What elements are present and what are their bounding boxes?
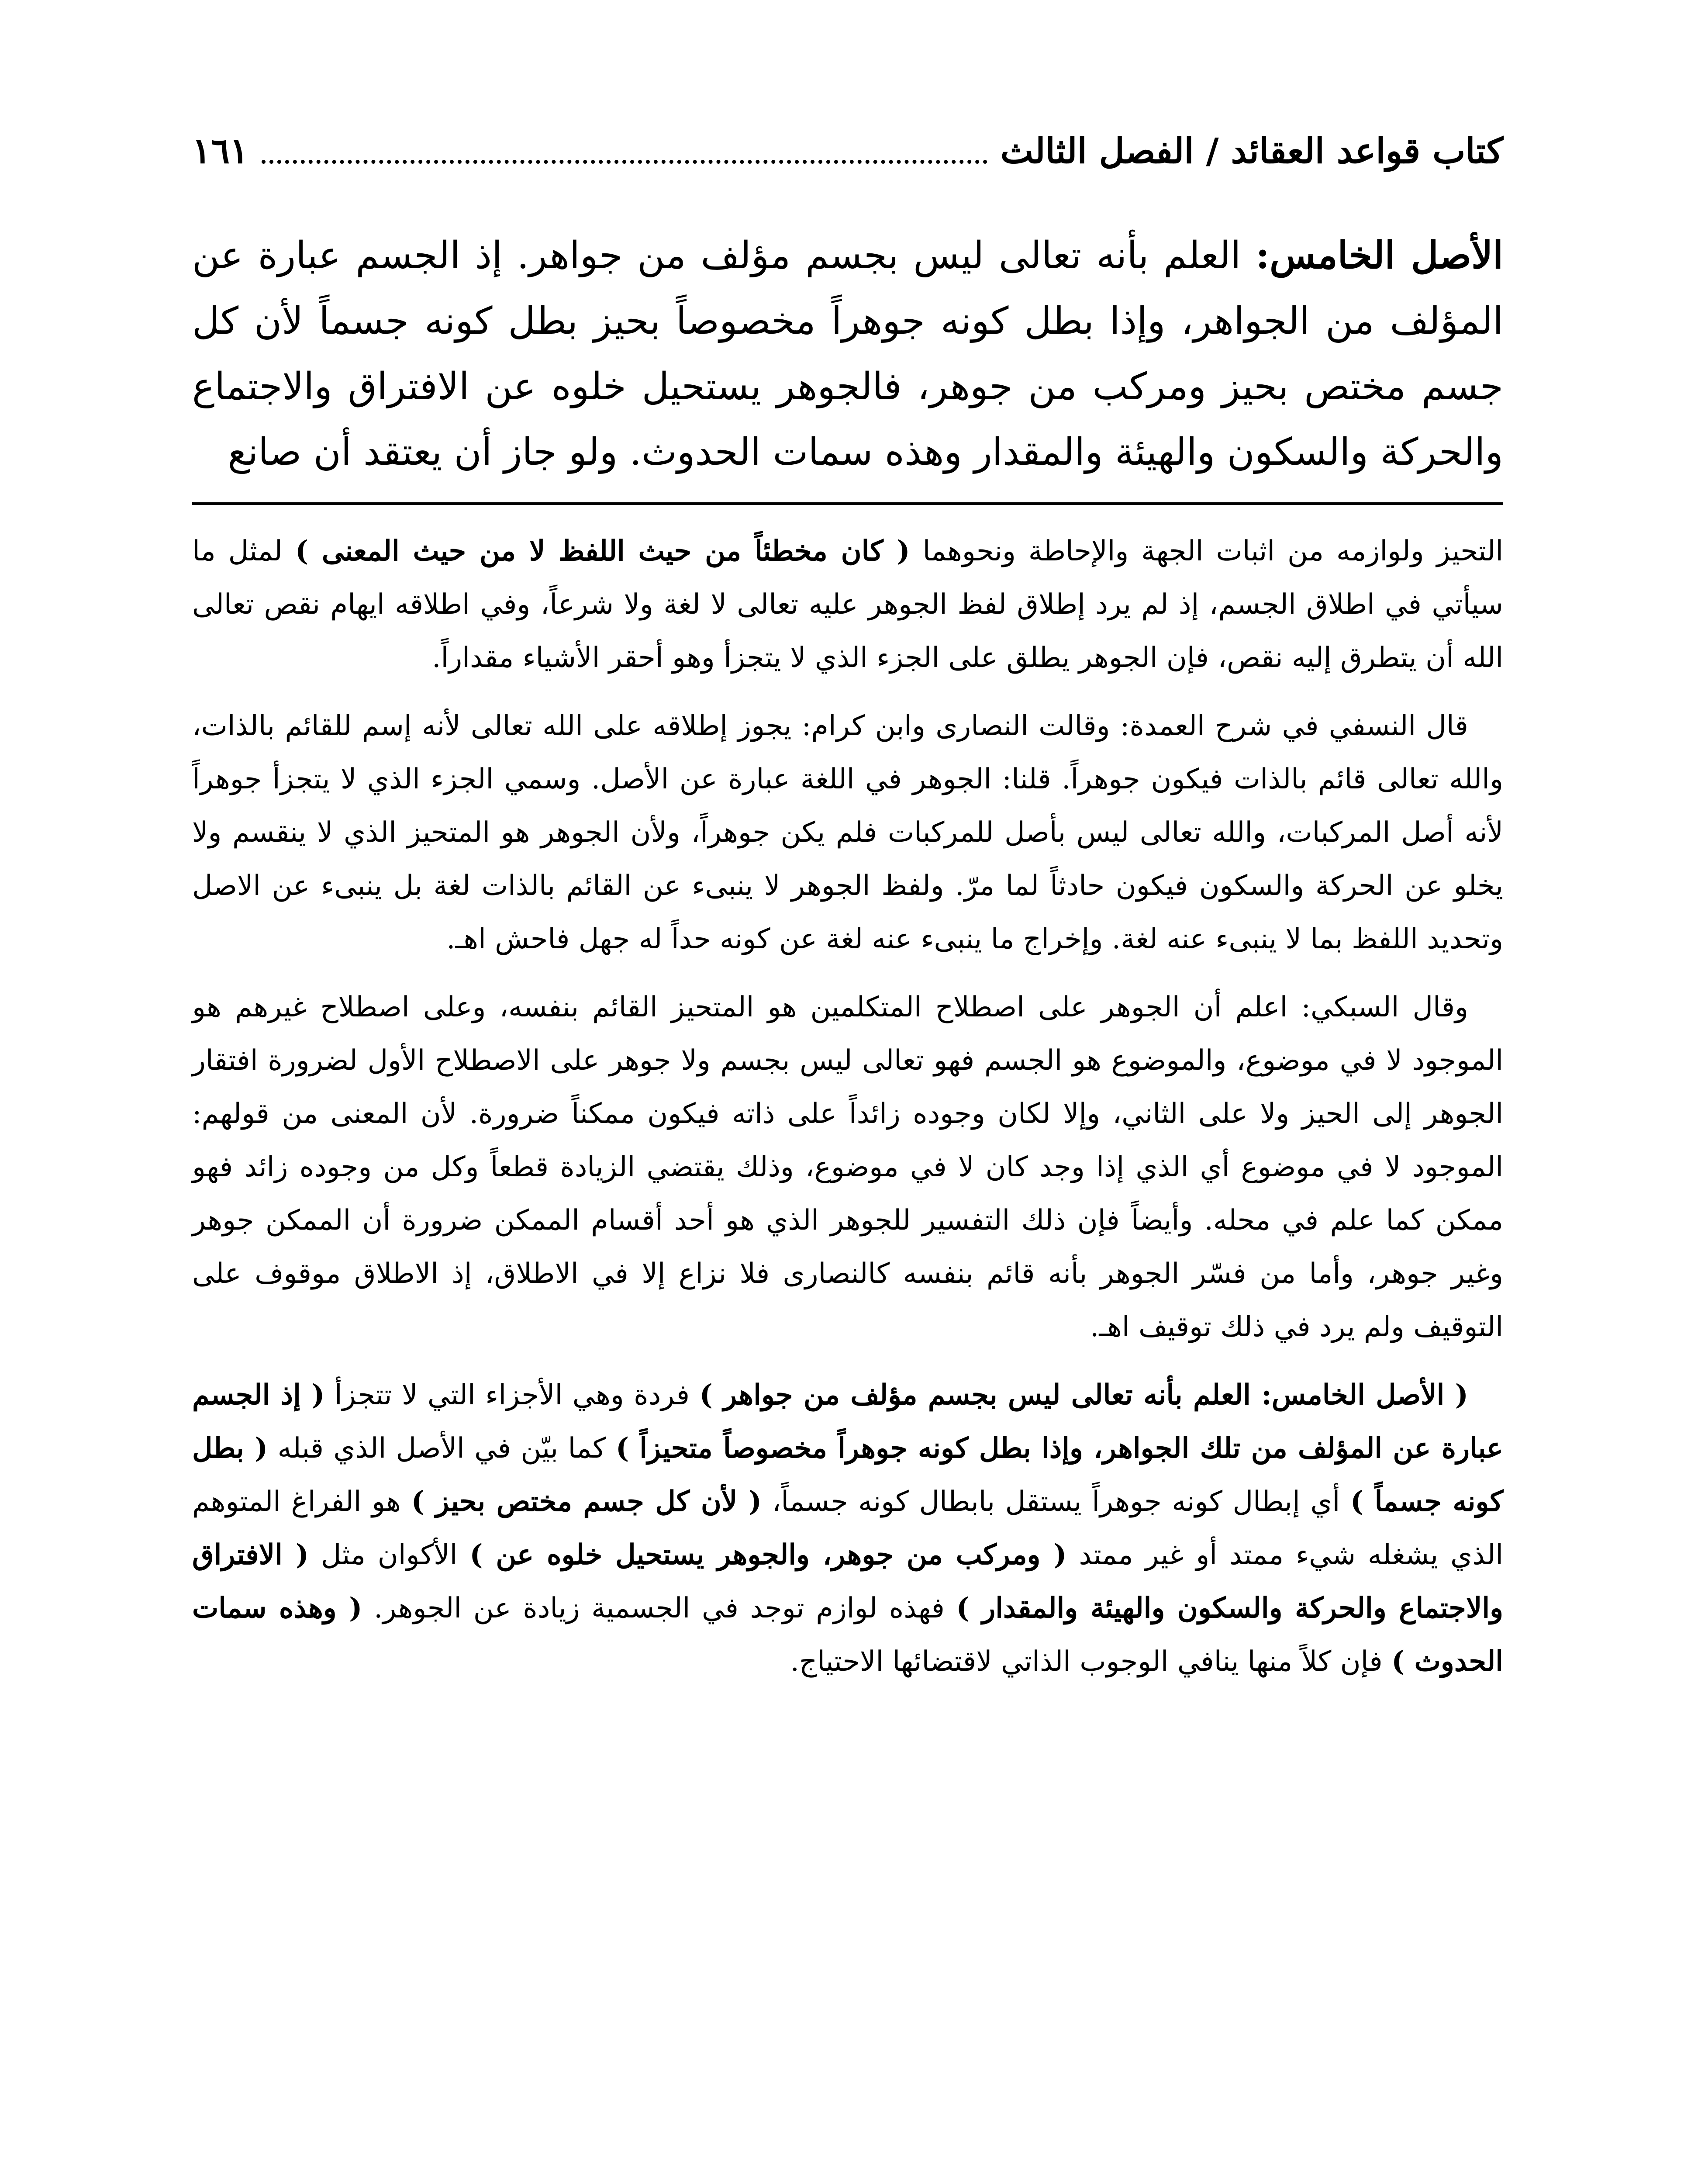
main-text (192, 223, 1503, 485)
commentary-paragraph-subki: وقال السبكي: اعلم أن الجوهر على اصطلاح المتكلمين هو المتحيز القائم بنفسه، وعلى اصطلاح غيرهم هو الموجود لا في موضوع، والموضوع هو الجسم فهو تعالى ليس بجسم ولا جوهر على الاصطلاح الأول لضرورة افتقار الجوهر إلى الحيز ولا على الثاني، وإلا لكان وجوده زائداً على ذاته فيكون ممكناً ضرورة. لأن المعنى من قولهم: الموجود لا في موضوع أي الذي إذا وجد كان لا في موضوع، وذلك يقتضي الزيادة قطعاً وكل من وجوده زائد فهو ممكن كما علم في محله. وأيضاً فإن ذلك التفسير للجوهر الذي هو أحد أقسام الممكن ضرورة أن الممكن جوهر وغير جوهر، وأما من فسّر الجوهر بأنه قائم بنفسه كالنصارى فلا نزاع إلا في الاطلاق، إذ الاطلاق موقوف على التوقيف ولم يرد في ذلك توقيف اهـ. (192, 991, 1504, 1343)
commentary-quote: ( إذ الجسم عبارة عن المؤلف من تلك الجواهر، وإذا بطل كونه جوهراً مخصوصاً متحيزاً ) (192, 1379, 1504, 1465)
commentary-quote: ( وهذه سمات الحدوث ) (192, 1592, 1503, 1678)
commentary-text: لمثل ما سيأتي في اطلاق الجسم، إذ لم يرد إطلاق لفظ الجوهر عليه تعالى لا لغة ولا شرعاً، وفي اطلاقه ايهام نقص تعالى الله أن يتطرق إليه نقص، فإن الجوهر يطلق على الجزء الذي لا يتجزأ وهو أحقر الأشياء مقداراً. (192, 535, 1504, 674)
commentary-text: كما بيّن في الأصل الذي قبله (268, 1432, 616, 1465)
commentary-text: هو الفراغ المتوهم الذي يشغله شيء ممتد أو غير ممتد (192, 1486, 1504, 1571)
commentary-paragraph-1 (192, 525, 1503, 684)
commentary-quote: ( الافتراق والاجتماع والحركة والسكون والهيئة والمقدار ) (192, 1538, 1504, 1624)
header-title: كتاب قواعد العقائد / الفصل الثالث (1000, 130, 1503, 171)
commentary-text: فردة وهي الأجزاء التي لا تتجزأ (324, 1379, 700, 1411)
running-header (192, 127, 1503, 175)
commentary-paragraph-nasafi: قال النسفي في شرح العمدة: وقالت النصارى وابن كرام: يجوز إطلاقه على الله تعالى لأنه إسم للقائم بالذات، والله تعالى قائم بالذات فيكون جوهراً. قلنا: الجوهر في اللغة عبارة عن الأصل. وسمي الجزء الذي لا يتجزأ جوهراً لأنه أصل المركبات، والله تعالى ليس بأصل للمركبات فلم يكن جوهراً، ولأن الجوهر هو المتحيز الذي لا ينقسم ولا يخلو عن الحركة والسكون فيكون حادثاً لما مرّ. ولفظ الجوهر لا ينبىء عن القائم بالذات لغة بل ينبىء عن الاصل وتحديد اللفظ بما لا ينبىء عنه لغة. وإخراج ما ينبىء عنه لغة عن كونه حداً له جهل فاحش اهـ. (192, 710, 1504, 955)
commentary-quote: ( ومركب من جوهر، والجوهر يستحيل خلوه عن ) (469, 1538, 1067, 1571)
commentary-quote: ( بطل كونه جسماً ) (192, 1432, 1504, 1518)
commentary-quote: ( لأن كل جسم مختص بحيز ) (411, 1485, 762, 1518)
commentary-text: فإن كلاً منها ينافي الوجوب الذاتي لاقتضائها الاحتياج. (790, 1645, 1392, 1678)
main-text-body: العلم بأنه تعالى ليس بجسم مؤلف من جواهر. إذ الجسم عبارة عن المؤلف من الجواهر، وإذا بطل كونه جوهراً مخصوصاً بحيز بطل كونه جسماً لأن كل جسم مختص بحيز ومركب من جوهر، فالجوهر يستحيل خلوه عن الافتراق والاجتماع والحركة والسكون والهيئة والمقدار وهذه سمات الحدوث. ولو جاز أن يعتقد أن صانع (192, 234, 1503, 474)
main-text-lead: الأصل الخامس: (1256, 233, 1503, 277)
commentary-text: فهذه لوازم توجد في الجسمية زيادة عن الجوهر. (362, 1592, 956, 1624)
commentary-quote: ( الأصل الخامس: العلم بأنه تعالى ليس بجسم مؤلف من جواهر ) (699, 1379, 1469, 1411)
page-number: ١٦١ (192, 130, 248, 171)
commentary-text: التحيز ولوازمه من اثبات الجهة والإحاطة ونحوهما (910, 535, 1504, 567)
header-leader-dots (262, 138, 987, 164)
commentary-paragraph-4 (192, 1368, 1503, 1688)
commentary (192, 525, 1503, 1688)
footnote-separator-rule (192, 502, 1503, 505)
commentary-quote: ( كان مخطئاً من حيث اللفظ لا من حيث المعنى ) (295, 535, 910, 567)
commentary-text: الأكوان مثل (309, 1539, 470, 1571)
commentary-text: أي إبطال كونه جوهراً يستقل بابطال كونه جسماً، (762, 1486, 1350, 1518)
